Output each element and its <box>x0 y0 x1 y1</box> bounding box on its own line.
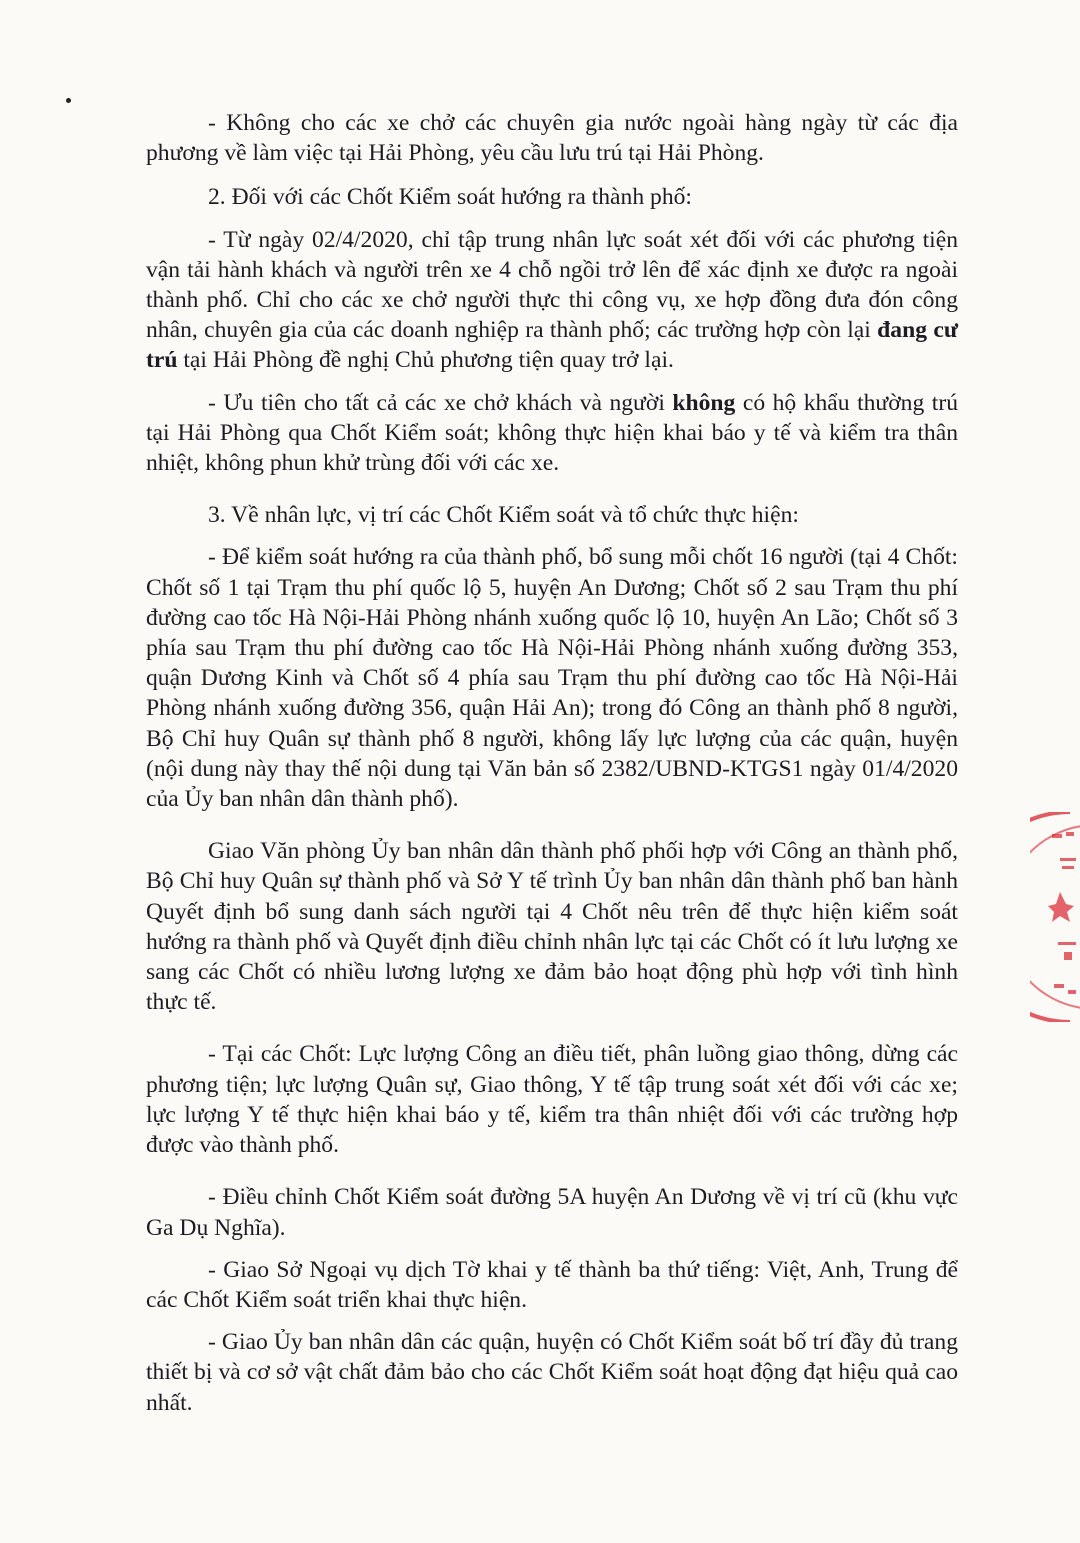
paragraph-relocate-checkpoint: - Điều chỉnh Chốt Kiểm soát đường 5A huyện An Dương về vị trí cũ (khu vực Ga Dụ Nghĩa). <box>146 1184 958 1241</box>
paragraph-outbound-vehicles <box>146 225 958 376</box>
paragraph-text: có hộ khẩu thường trú tại Hải Phòng qua Chốt Kiểm soát; không thực hiện khai báo y tế và kiểm tra thân nhiệt, không phun khử trùng đối với các xe. <box>146 389 958 477</box>
scan-speck <box>66 98 71 103</box>
bold-phrase: đang cư trú <box>146 317 958 374</box>
paragraph-priority <box>146 388 958 479</box>
paragraph-text: - Ưu tiên cho tất cả các xe chở khách và người <box>208 389 673 416</box>
paragraph-translation: - Giao Sở Ngoại vụ dịch Tờ khai y tế thành ba thứ tiếng: Việt, Anh, Trung để các Chốt Kiểm soát triển khai thực hiện. <box>146 1256 958 1313</box>
paragraph-assignment: Giao Văn phòng Ủy ban nhân dân thành phố phối hợp với Công an thành phố, Bộ Chỉ huy Quân sự thành phố và Sở Y tế trình Ủy ban nhân dân thành phố ban hành Quyết định bổ sung danh sách người tại 4 Chốt nêu trên để thực hiện kiểm soát hướng ra thành phố và Quyết định điều chỉnh nhân lực tại các Chốt có ít lưu lượng xe sang các Chốt có nhiều lương lượng xe đảm bảo hoạt động phù hợp với tình hình thực tế. <box>146 838 958 1016</box>
bold-word: không <box>672 389 736 416</box>
paragraph-equipment: - Giao Ủy ban nhân dân các quận, huyện có Chốt Kiểm soát bố trí đầy đủ trang thiết bị và cơ sở vật chất đảm bảo cho các Chốt Kiểm soát hoạt động đạt hiệu quả cao nhất. <box>146 1329 958 1416</box>
paragraph-text: tại Hải Phòng đề nghị Chủ phương tiện quay trở lại. <box>177 347 674 374</box>
paragraph-checkpoints: - Để kiểm soát hướng ra của thành phố, bổ sung mỗi chốt 16 người (tại 4 Chốt: Chốt số 1 tại Trạm thu phí quốc lộ 5, huyện An Dương; Chốt số 2 sau Trạm thu phí đường cao tốc Hà Nội-Hải Phòng nhánh xuống quốc lộ 10, huyện An Lão; Chốt số 3 phía sau Trạm thu phí đường cao tốc Hà Nội-Hải Phòng nhánh xuống đường 353, quận Dương Kinh và Chốt số 4 phía sau Trạm thu phí đường cao tốc Hà Nội-Hải Phòng nhánh xuống đường 356, quận Hải An); trong đó Công an thành phố 8 người, Bộ Chỉ huy Quân sự thành phố 8 người, không lấy lực lượng của các quận, huyện (nội dung này thay thế nội dung tại Văn bản số 2382/UBND-KTGS1 ngày 01/4/2020 của Ủy ban nhân dân thành phố). <box>146 544 958 813</box>
section-heading-3: 3. Về nhân lực, vị trí các Chốt Kiểm soát và tổ chức thực hiện: <box>208 502 799 529</box>
section-heading-2: 2. Đối với các Chốt Kiểm soát hướng ra thành phố: <box>208 184 692 211</box>
paragraph-text: - Từ ngày 02/4/2020, chỉ tập trung nhân lực soát xét đối với các phương tiện vận tải hành khách và người trên xe 4 chỗ ngồi trở lên để xác định xe được ra ngoài thành phố. Chỉ cho các xe chở người thực thi công vụ, xe hợp đồng đưa đón công nhân, chuyên gia của các doanh nghiệp ra thành phố; các trường hợp còn lại <box>146 226 958 344</box>
paragraph-no-foreign-experts: - Không cho các xe chở các chuyên gia nước ngoài hàng ngày từ các địa phương về làm việc tại Hải Phòng, yêu cầu lưu trú tại Hải Phòng. <box>146 110 958 167</box>
document-body <box>146 108 958 1418</box>
paragraph-forces: - Tại các Chốt: Lực lượng Công an điều tiết, phân luồng giao thông, dừng các phương tiện; lực lượng Quân sự, Giao thông, Y tế tập trung soát xét đối với các xe; lực lượng Y tế thực hiện khai báo y tế, kiểm tra thân nhiệt đối với các trường hợp được vào thành phố. <box>146 1041 958 1159</box>
official-seal-fragment <box>1030 812 1080 1022</box>
